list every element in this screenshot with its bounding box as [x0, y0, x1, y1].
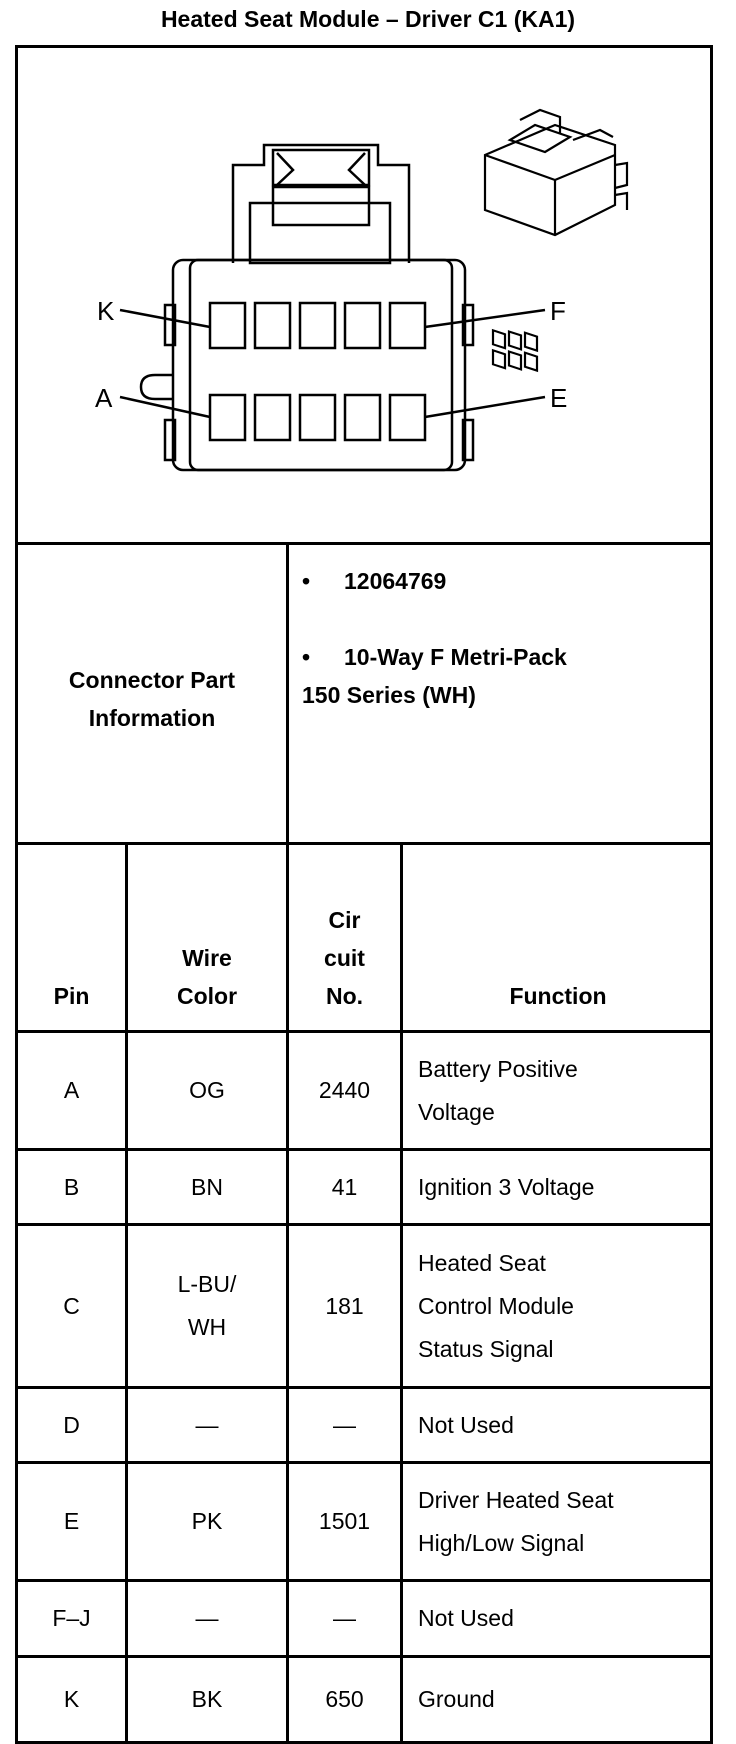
- cell-circuit: —: [333, 1411, 356, 1438]
- cell-function: Ground: [418, 1686, 495, 1712]
- page-title: Heated Seat Module – Driver C1 (KA1): [160, 6, 576, 32]
- cell-circuit: 650: [325, 1686, 364, 1712]
- cell-wire-color: —: [195, 1411, 219, 1438]
- header-pin: Pin: [53, 983, 90, 1009]
- pin-label-a: A: [95, 383, 113, 413]
- cell-function: Ignition 3 Voltage: [418, 1173, 595, 1200]
- cell-function: Not Used: [418, 1605, 514, 1631]
- cell-function: Driver Heated Seat High/Low Signal: [418, 1486, 614, 1556]
- cell-pin: E: [63, 1508, 80, 1534]
- header-wire-color: Wire Color: [176, 945, 238, 1009]
- cell-wire-color: —: [195, 1605, 219, 1631]
- cell-wire-color: OG: [189, 1077, 225, 1103]
- cell-function: Heated Seat Control Module Status Signal: [418, 1249, 574, 1362]
- connector-diagram: [15, 45, 713, 545]
- cell-function: Not Used: [418, 1411, 514, 1438]
- cell-pin: A: [63, 1077, 80, 1103]
- cell-circuit: —: [333, 1605, 356, 1631]
- connector-part-info-label: Connector Part Information: [68, 667, 236, 731]
- cell-pin: D: [63, 1411, 80, 1438]
- cell-circuit: 181: [325, 1292, 364, 1319]
- cell-pin: K: [63, 1686, 80, 1712]
- cell-pin: F–J: [52, 1605, 91, 1631]
- pin-label-f: F: [550, 296, 566, 326]
- cell-pin: B: [63, 1173, 80, 1200]
- connector-description: • 10-Way F Metri-Pack: [302, 644, 567, 670]
- cell-circuit: 1501: [318, 1508, 371, 1534]
- divider: [15, 842, 713, 845]
- connector-part-info-details: • 12064769 • 10-Way F Metri-Pack 150 Series (WH): [302, 562, 702, 714]
- pin-label-k: K: [97, 296, 115, 326]
- header-circuit-no: Cir cuit No.: [324, 907, 365, 1009]
- cell-wire-color: BK: [191, 1686, 223, 1712]
- cell-circuit: 2440: [318, 1077, 371, 1103]
- cell-wire-color: L-BU/ WH: [177, 1271, 237, 1340]
- cell-pin: C: [63, 1292, 80, 1319]
- cell-wire-color: BN: [191, 1173, 223, 1200]
- divider: [286, 542, 289, 842]
- divider: [15, 542, 713, 545]
- header-function: Function: [509, 983, 607, 1009]
- part-number: • 12064769: [302, 568, 447, 594]
- cell-wire-color: PK: [191, 1508, 223, 1534]
- pin-label-e: E: [550, 383, 568, 413]
- cell-circuit: 41: [331, 1173, 358, 1200]
- cell-function: Battery Positive Voltage: [418, 1055, 578, 1125]
